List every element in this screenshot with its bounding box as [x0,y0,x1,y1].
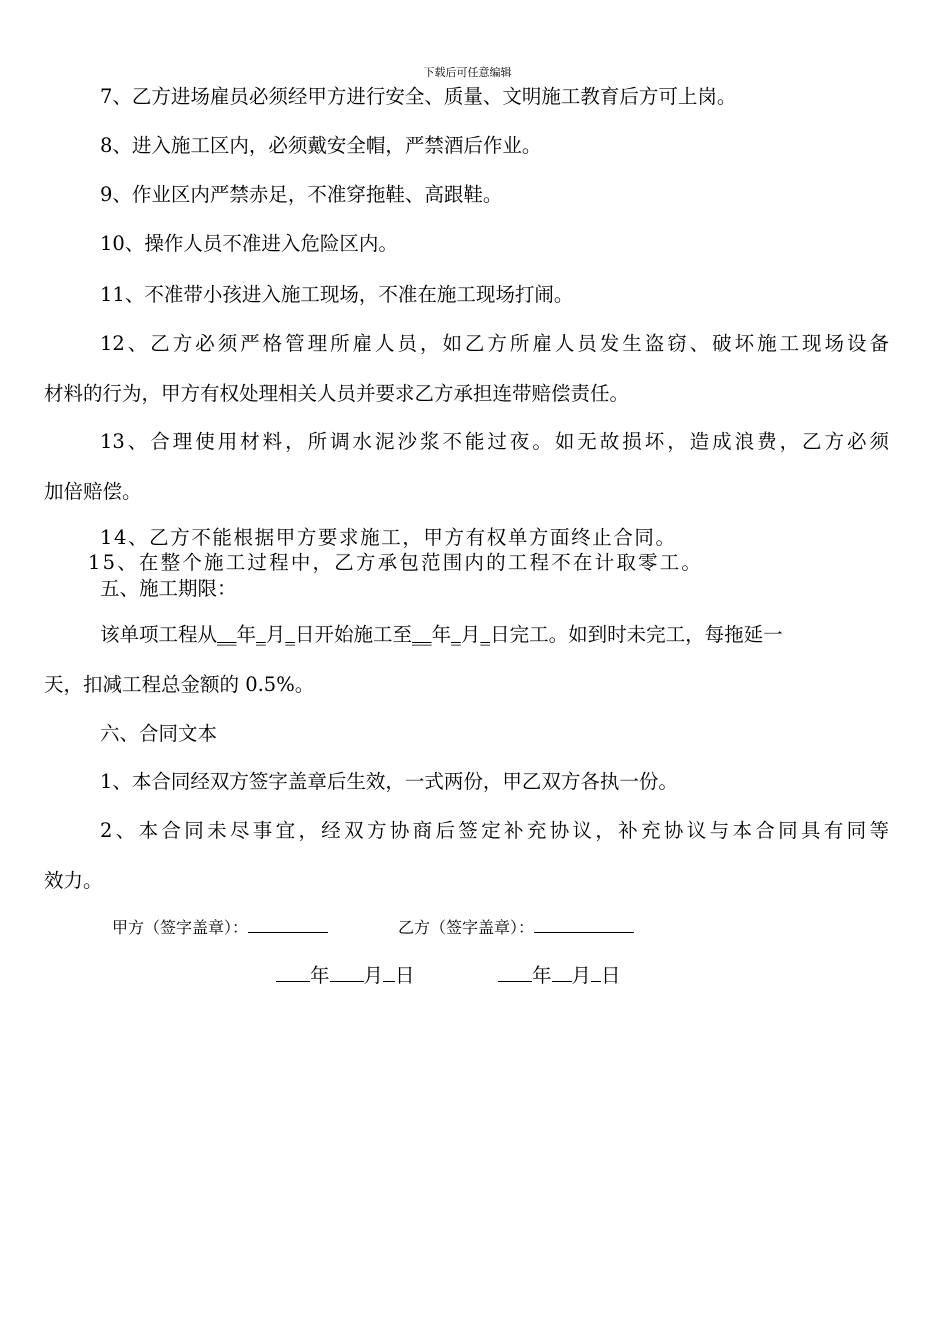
party-a-day-blank [383,967,395,982]
clause-10: 10、操作人员不准进入危险区内。 [100,232,398,255]
contract-clause-2-line-1: 2、本合同未尽事宜，经双方协商后签定补充协议，补充协议与本合同具有同等 [100,819,889,842]
start-day-blank: _ [285,623,296,646]
party-b-month-label: 月 [571,964,592,987]
party-a-date [276,963,415,989]
start-year-blank: __ [217,623,237,646]
party-b-month-blank [552,967,572,982]
party-b-date [498,963,621,989]
party-a-day-label: 日 [395,964,415,987]
section-6-heading: 六、合同文本 [100,722,218,745]
party-a-signature-blank [248,918,328,933]
period-text-4: 日开始施工至 [295,623,413,646]
construction-period-line-2: 天，扣减工程总金额的 0.5%。 [44,673,315,696]
party-b-signature [398,918,634,938]
clause-12-line-1: 12、乙方必须严格管理所雇人员，如乙方所雇人员发生盗窃、破坏施工现场设备 [100,332,889,355]
party-a-month-label: 月 [363,964,384,987]
clause-12-line-2: 材料的行为，甲方有权处理相关人员并要求乙方承担连带赔偿责任。 [44,382,630,405]
party-a-year-label: 年 [310,964,330,987]
construction-period-line-1 [100,622,783,648]
party-a-signature [112,918,328,938]
party-b-year-blank [498,967,532,982]
party-a-month-blank [330,967,364,982]
party-b-day-blank [591,967,601,982]
clause-8: 8、进入施工区内，必须戴安全帽，严禁酒后作业。 [100,134,542,157]
party-b-year-label: 年 [532,964,552,987]
party-b-label: 乙方（签字盖章）： [398,918,535,937]
clause-15: 15、在整个施工过程中，乙方承包范围内的工程不在计取零工。 [88,551,704,574]
page-header: 下载后可任意编辑 [423,66,512,79]
period-text-1: 该单项工程从 [100,623,218,646]
party-b-day-label: 日 [601,964,621,987]
clause-7: 7、乙方进场雇员必须经甲方进行安全、质量、文明施工教育后方可上岗。 [100,85,737,108]
end-month-blank: _ [451,623,461,646]
period-text-5: 年 [431,623,452,646]
clause-14: 14、乙方不能根据甲方要求施工，甲方有权单方面终止合同。 [100,526,677,549]
section-5-heading: 五、施工期限： [100,577,237,600]
end-day-blank: _ [480,623,491,646]
party-a-year-blank [276,967,310,982]
end-year-blank: __ [412,623,432,646]
contract-clause-2-line-2: 效力。 [44,869,103,892]
period-text-7: 日完工。如到时未完工，每拖延一 [490,623,783,646]
period-text-6: 月 [460,623,481,646]
clause-13-line-2: 加倍赔偿。 [44,480,142,503]
period-text-2: 年 [236,623,257,646]
party-a-label: 甲方（签字盖章）： [112,918,249,937]
start-month-blank: _ [256,623,266,646]
contract-clause-1: 1、本合同经双方签字盖章后生效，一式两份，甲乙双方各执一份。 [100,770,678,793]
period-text-3: 月 [265,623,286,646]
clause-11: 11、不准带小孩进入施工现场，不准在施工现场打闹。 [100,283,574,306]
clause-13-line-1: 13、合理使用材料，所调水泥沙浆不能过夜。如无故损坏，造成浪费，乙方必须 [100,430,889,453]
clause-9: 9、作业区内严禁赤足，不准穿拖鞋、高跟鞋。 [100,183,503,206]
party-b-signature-blank [534,918,634,933]
